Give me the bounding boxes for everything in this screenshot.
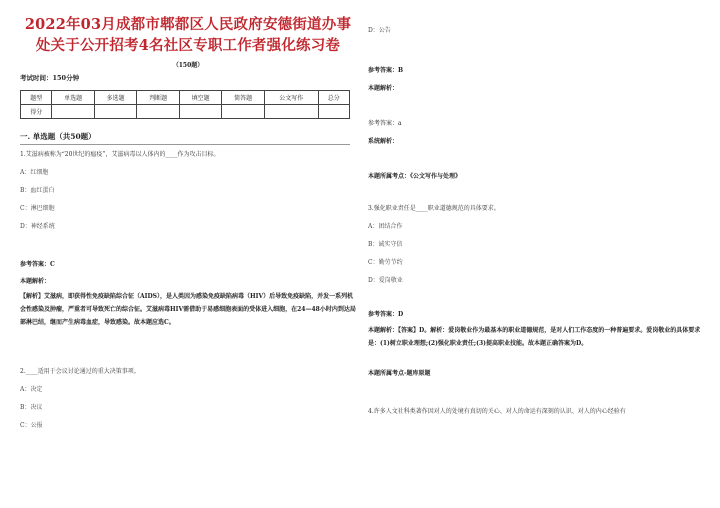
question-1-analysis-label: 本题解析： (20, 278, 51, 285)
score-cell-empty (179, 105, 222, 119)
question-1-answer: 参考答案：C (20, 261, 55, 268)
score-row-label: 得分 (21, 105, 52, 119)
score-table-cell: 单选题 (52, 91, 95, 105)
score-table (20, 90, 350, 119)
score-table-score-row (21, 105, 350, 119)
score-table-cell: 填空题 (179, 91, 222, 105)
right-column (368, 22, 704, 416)
question-2-answer: 参考答案：B (368, 67, 404, 74)
exam-time: 考试时间：150分钟 (20, 74, 80, 82)
question-2-option-b: B：决议 (20, 404, 43, 411)
question-3-option-b: B：诚实守信 (368, 241, 403, 248)
left-column (20, 14, 356, 430)
score-cell-empty (52, 105, 95, 119)
question-2-system-analysis-label: 系统解析： (368, 138, 399, 145)
question-1-option-a: A：红细胞 (20, 169, 49, 176)
score-cell-empty (264, 105, 318, 119)
question-2-analysis-label: 本题解析： (368, 85, 399, 92)
score-cell-empty (222, 105, 265, 119)
score-table-header-row (21, 91, 350, 105)
score-table-cell: 总分 (318, 91, 350, 105)
question-3-knowledge-point: 本题所属考点-题库原题 (368, 370, 431, 377)
question-2-option-a: A：决定 (20, 386, 43, 393)
score-table-cell: 题型 (21, 91, 52, 105)
score-table-cell: 简答题 (222, 91, 265, 105)
score-cell-empty (137, 105, 180, 119)
question-2-answer-alt: 参考答案：a (368, 120, 402, 127)
section-heading: 一. 单选题（共50题） (20, 131, 350, 145)
question-3-analysis: 本题解析：【答案】D。解析：爱岗敬业作为最基本的职业道德规范，是对人们工作态度的一种普遍要求。爱岗敬业的具体要求是：(1)树立职业理想;(2)强化职业责任;(3)提高职业技能。故本题正确答案为D。 (368, 327, 701, 347)
score-table-cell: 多选题 (94, 91, 137, 105)
question-1-analysis: 【解析】艾滋病，即获得性免疫缺陷综合征（AIDS），是人类因为感染免疫缺陷病毒（HIV）后导致免疫缺陷，并发一系列机会性感染及肿瘤，严重者可导致死亡的综合征。艾滋病毒HIV需借助于易感细胞表面的受体进入细胞，在24—48小时内到达局部淋巴结，继而产生病毒血症，导致感染。故本题应选C。 (20, 293, 356, 326)
question-2-option-c: C：公报 (20, 422, 43, 429)
question-count: （150题） (172, 62, 204, 69)
score-cell-empty (318, 105, 350, 119)
question-3-answer: 参考答案：D (368, 311, 404, 318)
question-2-option-d: D：公告 (368, 27, 391, 34)
question-2-knowledge-point: 本题所属考点：《公文写作与处理》 (368, 173, 462, 180)
question-1-option-c: C：淋巴细胞 (20, 205, 55, 212)
question-1-option-d: D：神经系统 (20, 223, 55, 230)
question-3-text: 3.强化职业责任是____职业道德规范的具体要求。 (368, 205, 500, 212)
question-4-text: 4.许多人文社科类著作因对人的处境有真切的关心、对人的命运有深刻的认识、对人的内心经验有 (368, 408, 626, 415)
question-3-option-c: C：勤劳节约 (368, 259, 403, 266)
score-cell-empty (94, 105, 137, 119)
question-2-text: 2.____适用于会议讨论通过的重大决策事项。 (20, 368, 140, 375)
score-table-cell: 公文写作 (264, 91, 318, 105)
question-3-option-d: D：爱岗敬业 (368, 277, 403, 284)
page-title: 2022年03月成都市郫都区人民政府安德街道办事处关于公开招考4名社区专职工作者强化练习卷 (24, 16, 352, 54)
question-3-option-a: A：团结合作 (368, 223, 403, 230)
score-table-cell: 判断题 (137, 91, 180, 105)
question-1-option-b: B：血红蛋白 (20, 187, 55, 194)
question-1-text: 1.艾滋病被称为“20世纪的瘟疫”，艾滋病毒以人体内的____作为攻击目标。 (20, 151, 220, 158)
